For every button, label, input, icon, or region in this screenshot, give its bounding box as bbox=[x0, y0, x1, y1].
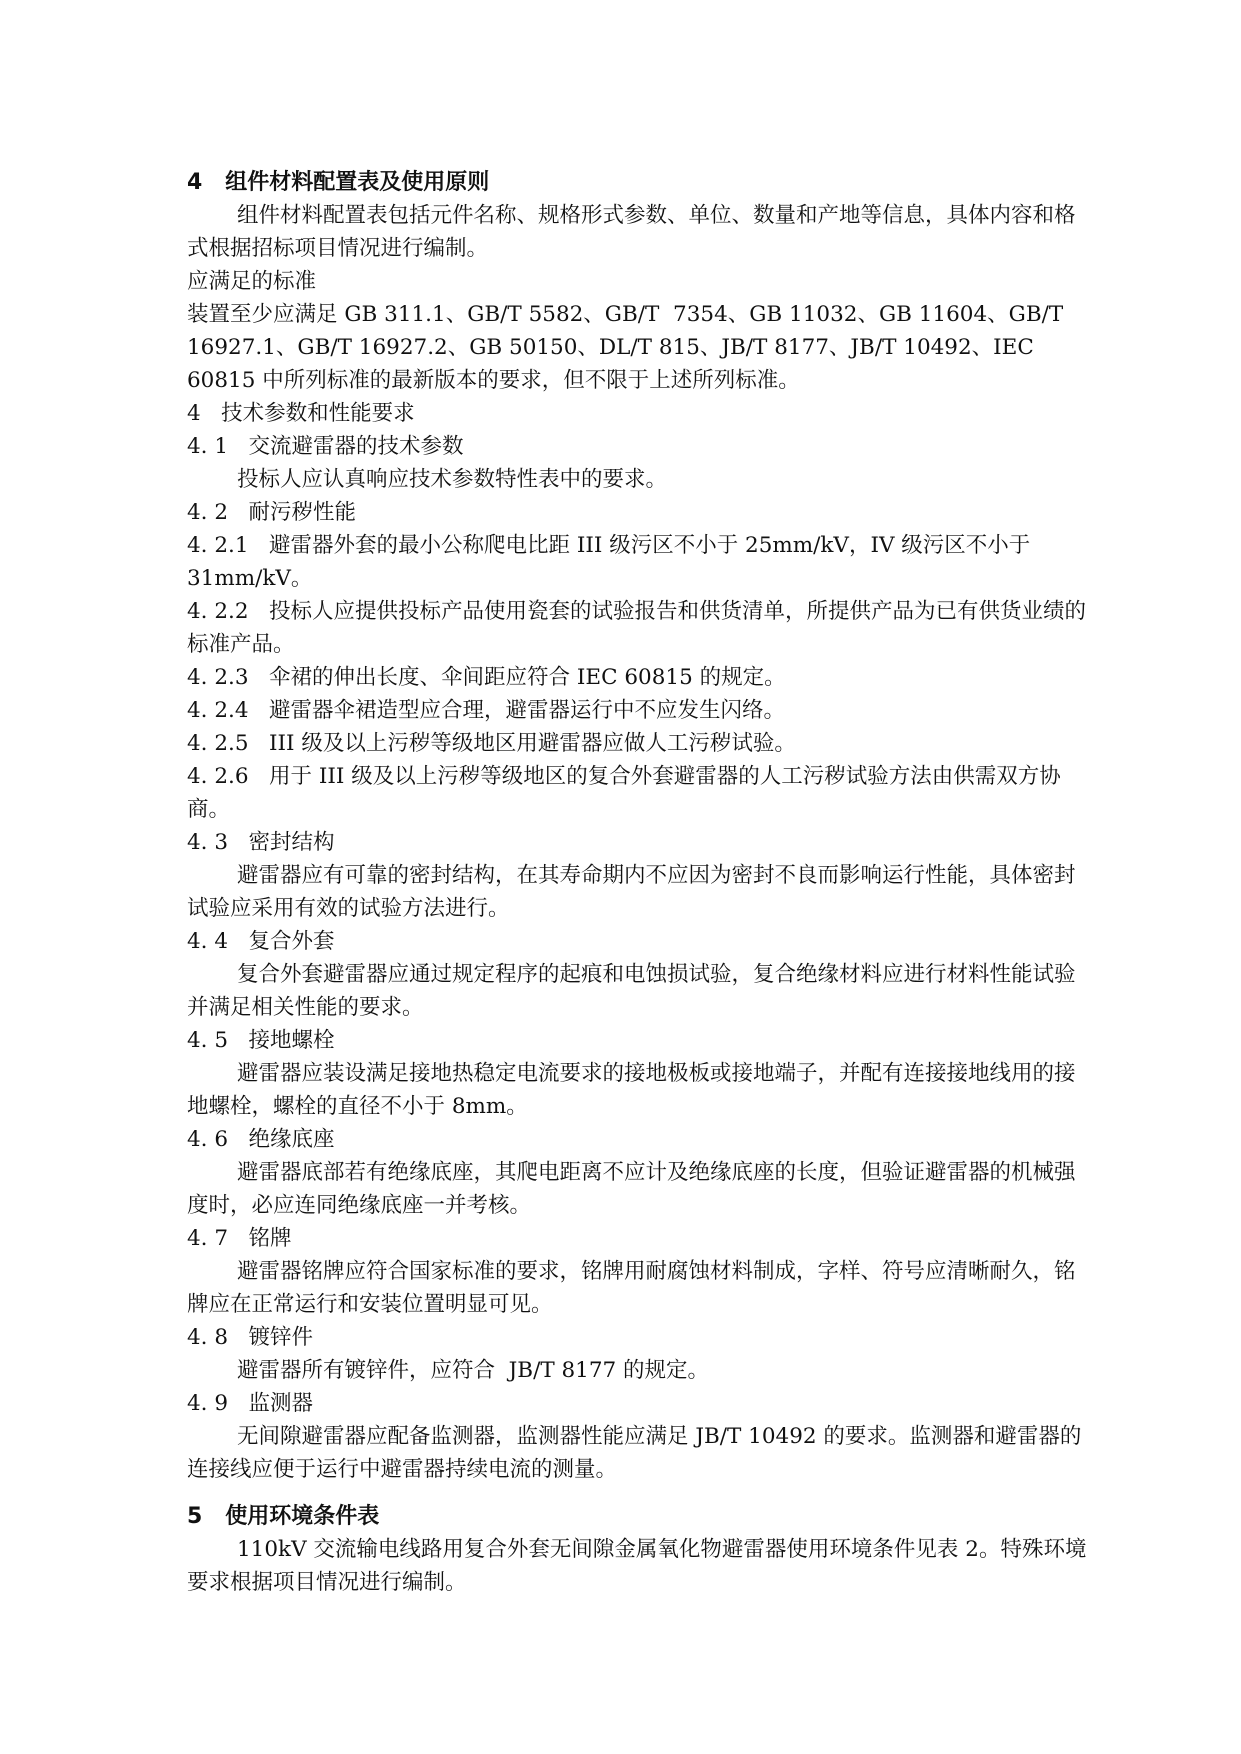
tech-heading: 4 技术参数和性能要求 bbox=[187, 401, 415, 426]
document-page bbox=[187, 166, 1087, 1599]
section-5-heading: 5 使用环境条件表 bbox=[187, 1504, 380, 1529]
clause-4-2-2: 4. 2.2 投标人应提供投标产品使用瓷套的试验报告和供货清单，所提供产品为已有供货业绩的标准产品。 bbox=[187, 599, 1087, 657]
clause-4-4-title: 4. 4 复合外套 bbox=[187, 929, 335, 954]
clause-4-4-text: 复合外套避雷器应通过规定程序的起痕和电蚀损试验，复合绝缘材料应进行材料性能试验并满足相关性能的要求。 bbox=[187, 962, 1076, 1020]
clause-4-8-text: 避雷器所有镀锌件，应符合 JB/T 8177 的规定。 bbox=[237, 1358, 710, 1383]
clause-4-1-title: 4. 1 交流避雷器的技术参数 bbox=[187, 434, 464, 459]
clause-4-3-text: 避雷器应有可靠的密封结构，在其寿命期内不应因为密封不良而影响运行性能，具体密封试验应采用有效的试验方法进行。 bbox=[187, 863, 1076, 921]
section-5-text: 110kV 交流输电线路用复合外套无间隙金属氧化物避雷器使用环境条件见表 2。特殊环境要求根据项目情况进行编制。 bbox=[187, 1537, 1087, 1595]
clause-4-2-6: 4. 2.6 用于 III 级及以上污秽等级地区的复合外套避雷器的人工污秽试验方法由供需双方协商。 bbox=[187, 764, 1061, 822]
clause-4-2-5: 4. 2.5 III 级及以上污秽等级地区用避雷器应做人工污秽试验。 bbox=[187, 731, 796, 756]
clause-4-5-text: 避雷器应装设满足接地热稳定电流要求的接地极板或接地端子，并配有连接接地线用的接地螺栓，螺栓的直径不小于 8mm。 bbox=[187, 1061, 1076, 1119]
section-gap bbox=[187, 1486, 1087, 1500]
clause-4-9-text: 无间隙避雷器应配备监测器，监测器性能应满足 JB/T 10492 的要求。监测器和避雷器的连接线应便于运行中避雷器持续电流的测量。 bbox=[187, 1424, 1082, 1482]
clause-4-7-text: 避雷器铭牌应符合国家标准的要求，铭牌用耐腐蚀材料制成，字样、符号应清晰耐久，铭牌应在正常运行和安装位置明显可见。 bbox=[187, 1259, 1076, 1317]
clause-4-6-text: 避雷器底部若有绝缘底座，其爬电距离不应计及绝缘底座的长度，但验证避雷器的机械强度时，必应连同绝缘底座一并考核。 bbox=[187, 1160, 1076, 1218]
clause-4-8-title: 4. 8 镀锌件 bbox=[187, 1325, 314, 1350]
clause-4-2-title: 4. 2 耐污秽性能 bbox=[187, 500, 357, 525]
section-4-intro: 组件材料配置表包括元件名称、规格形式参数、单位、数量和产地等信息，具体内容和格式根据招标项目情况进行编制。 bbox=[187, 203, 1076, 261]
standards-text: 装置至少应满足 GB 311.1、GB/T 5582、GB/T 7354、GB 11032、GB 11604、GB/T 16927.1、GB/T 16927.2、GB 50150、DL/T 815、JB/T 8177、JB/T 10492、IEC 60815 中所列标准的最新版本的要求，但不限于上述所列标准。 bbox=[187, 302, 1071, 393]
clause-4-1-text: 投标人应认真响应技术参数特性表中的要求。 bbox=[237, 467, 668, 492]
clause-4-6-title: 4. 6 绝缘底座 bbox=[187, 1127, 335, 1152]
clause-4-3-title: 4. 3 密封结构 bbox=[187, 830, 335, 855]
clause-4-9-title: 4. 9 监测器 bbox=[187, 1391, 314, 1416]
clause-4-5-title: 4. 5 接地螺栓 bbox=[187, 1028, 335, 1053]
standards-label: 应满足的标准 bbox=[187, 269, 317, 294]
clause-4-2-4: 4. 2.4 避雷器伞裙造型应合理，避雷器运行中不应发生闪络。 bbox=[187, 698, 786, 723]
clause-4-2-3: 4. 2.3 伞裙的伸出长度、伞间距应符合 IEC 60815 的规定。 bbox=[187, 665, 786, 690]
clause-4-2-1: 4. 2.1 避雷器外套的最小公称爬电比距 III 级污区不小于 25mm/kV，IV 级污区不小于 31mm/kV。 bbox=[187, 533, 1038, 591]
clause-4-7-title: 4. 7 铭牌 bbox=[187, 1226, 292, 1251]
section-4-heading: 4 组件材料配置表及使用原则 bbox=[187, 170, 490, 195]
